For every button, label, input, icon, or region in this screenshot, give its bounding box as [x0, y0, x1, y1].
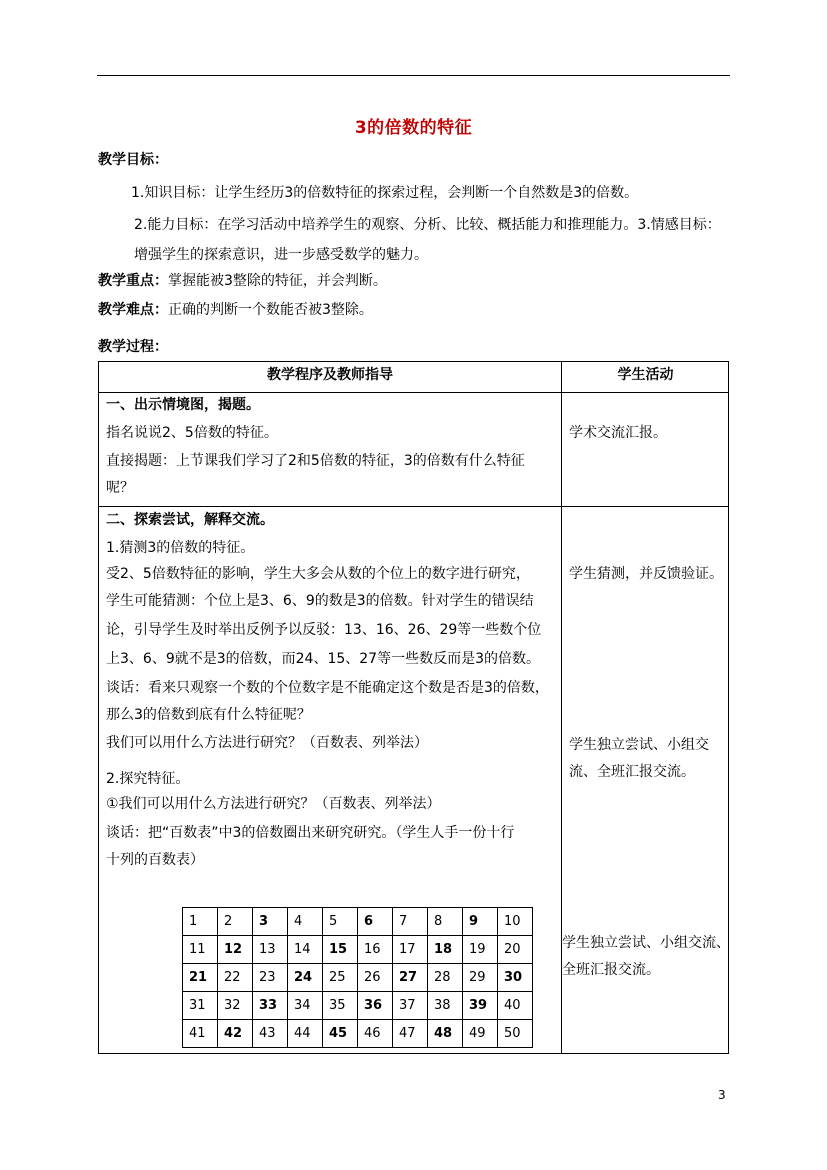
hundred-chart	[182, 907, 533, 1048]
hundred-chart-row	[183, 908, 533, 936]
header-rule	[97, 75, 730, 76]
hundred-chart-cell: 42	[218, 1020, 253, 1048]
hundred-chart-cell: 18	[428, 936, 463, 964]
hundred-chart-cell: 29	[463, 964, 498, 992]
hundred-chart-cell: 3	[253, 908, 288, 936]
hundred-chart-cell: 15	[323, 936, 358, 964]
hundred-chart-cell: 4	[288, 908, 323, 936]
key-point	[98, 271, 387, 291]
hundred-chart-cell: 34	[288, 992, 323, 1020]
hundred-chart-cell: 23	[253, 964, 288, 992]
process-heading: 教学过程：	[98, 339, 168, 355]
section2-activity: 学生猜测，并反馈验证。	[569, 566, 723, 582]
header-row-divider	[99, 392, 728, 393]
hundred-chart-cell: 14	[288, 936, 323, 964]
hundred-chart-cell: 31	[183, 992, 218, 1020]
section1-line: 直接揭题：上节课我们学习了2和5倍数的特征，3的倍数有什么特征	[106, 453, 525, 469]
section2-line: 十列的百数表）	[106, 852, 204, 868]
hundred-chart-cell: 35	[323, 992, 358, 1020]
hundred-chart-cell: 16	[358, 936, 393, 964]
objective-line-3: 增强学生的探索意识，进一步感受数学的魅力。	[134, 247, 428, 263]
section2-line: 我们可以用什么方法进行研究？（百数表、列举法）	[106, 735, 428, 751]
hundred-chart-cell: 10	[498, 908, 533, 936]
hundred-chart-cell: 7	[393, 908, 428, 936]
section2-line: 2.探究特征。	[106, 771, 190, 787]
hundred-chart-cell: 36	[358, 992, 393, 1020]
section2-line: 那么3的倍数到底有什么特征呢？	[106, 707, 311, 723]
hundred-chart-cell: 12	[218, 936, 253, 964]
page-number: 3	[718, 1088, 726, 1102]
hundred-chart-cell: 30	[498, 964, 533, 992]
section2-line: 谈话：把“百数表”中3的倍数圈出来研究研究。（学生人手一份十行	[106, 825, 515, 841]
hundred-chart-cell: 5	[323, 908, 358, 936]
hundred-chart-row	[183, 964, 533, 992]
difficulty	[98, 300, 373, 320]
hundred-chart-cell: 33	[253, 992, 288, 1020]
hundred-chart-cell: 6	[358, 908, 393, 936]
section2-activity: 全班汇报交流。	[562, 962, 660, 978]
hundred-chart-cell: 24	[288, 964, 323, 992]
hundred-chart-cell: 40	[498, 992, 533, 1020]
hundred-chart-row	[183, 936, 533, 964]
section2-activity: 学生独立尝试、小组交	[569, 737, 709, 753]
section2-title: 二、探索尝试，解释交流。	[106, 512, 274, 528]
section2-line: ①我们可以用什么方法进行研究？（百数表、列举法）	[106, 796, 441, 812]
key-point-label: 教学重点：	[98, 273, 168, 289]
hundred-chart-cell: 26	[358, 964, 393, 992]
difficulty-text: 正确的判断一个数能否被3整除。	[168, 302, 373, 318]
section2-activity: 学生独立尝试、小组交流、	[562, 935, 730, 951]
hundred-chart-cell: 13	[253, 936, 288, 964]
hundred-chart-cell: 27	[393, 964, 428, 992]
key-point-text: 掌握能被3整除的特征，并会判断。	[168, 273, 387, 289]
hundred-chart-cell: 25	[323, 964, 358, 992]
section1-line: 指名说说2、5倍数的特征。	[106, 425, 278, 441]
hundred-chart-cell: 47	[393, 1020, 428, 1048]
hundred-chart-cell: 50	[498, 1020, 533, 1048]
hundred-chart-cell: 46	[358, 1020, 393, 1048]
hundred-chart-cell: 21	[183, 964, 218, 992]
page-title: 3的倍数的特征	[354, 118, 473, 138]
section1-title: 一、出示情境图，揭题。	[106, 397, 260, 413]
section2-line: 上3、6、9就不是3的倍数，而24、15、27等一些数反而是3的倍数。	[106, 651, 540, 667]
hundred-chart-cell: 43	[253, 1020, 288, 1048]
section-divider	[99, 506, 728, 507]
hundred-chart-cell: 19	[463, 936, 498, 964]
hundred-chart-cell: 41	[183, 1020, 218, 1048]
section2-line: 受2、5倍数特征的影响，学生大多会从数的个位上的数字进行研究，	[106, 566, 530, 582]
col2-header: 学生活动	[617, 367, 674, 383]
hundred-chart-cell: 8	[428, 908, 463, 936]
hundred-chart-cell: 1	[183, 908, 218, 936]
difficulty-label: 教学难点：	[98, 302, 168, 318]
hundred-chart-cell: 20	[498, 936, 533, 964]
section2-activity: 流、全班汇报交流。	[569, 764, 695, 780]
hundred-chart-cell: 28	[428, 964, 463, 992]
objectives-heading: 教学目标：	[98, 152, 168, 168]
hundred-chart-cell: 44	[288, 1020, 323, 1048]
hundred-chart-cell: 48	[428, 1020, 463, 1048]
hundred-chart-cell: 2	[218, 908, 253, 936]
section2-line: 论，引导学生及时举出反例予以反驳：13、16、26、29等一些数个位	[106, 622, 542, 638]
objective-line-1: 1.知识目标：让学生经历3的倍数特征的探索过程，会判断一个自然数是3的倍数。	[131, 185, 639, 201]
section1-line: 呢？	[106, 480, 134, 496]
hundred-chart-cell: 38	[428, 992, 463, 1020]
hundred-chart-cell: 22	[218, 964, 253, 992]
objective-line-2: 2.能力目标：在学习活动中培养学生的观察、分析、比较、概括能力和推理能力。3.情感目标：	[134, 217, 721, 233]
section2-line: 学生可能猜测：个位上是3、6、9的数是3的倍数。针对学生的错误结	[106, 593, 534, 609]
hundred-chart-cell: 45	[323, 1020, 358, 1048]
section2-line: 谈话：看来只观察一个数的个位数字是不能确定这个数是否是3的倍数，	[106, 680, 549, 696]
hundred-chart-cell: 32	[218, 992, 253, 1020]
hundred-chart-cell: 9	[463, 908, 498, 936]
col1-header: 教学程序及教师指导	[267, 367, 393, 383]
hundred-chart-cell: 49	[463, 1020, 498, 1048]
section1-activity: 学术交流汇报。	[569, 425, 667, 441]
hundred-chart-cell: 39	[463, 992, 498, 1020]
section2-line: 1.猜测3的倍数的特征。	[106, 540, 255, 556]
hundred-chart-cell: 17	[393, 936, 428, 964]
hundred-chart-cell: 11	[183, 936, 218, 964]
hundred-chart-row	[183, 992, 533, 1020]
hundred-chart-row	[183, 1020, 533, 1048]
hundred-chart-cell: 37	[393, 992, 428, 1020]
